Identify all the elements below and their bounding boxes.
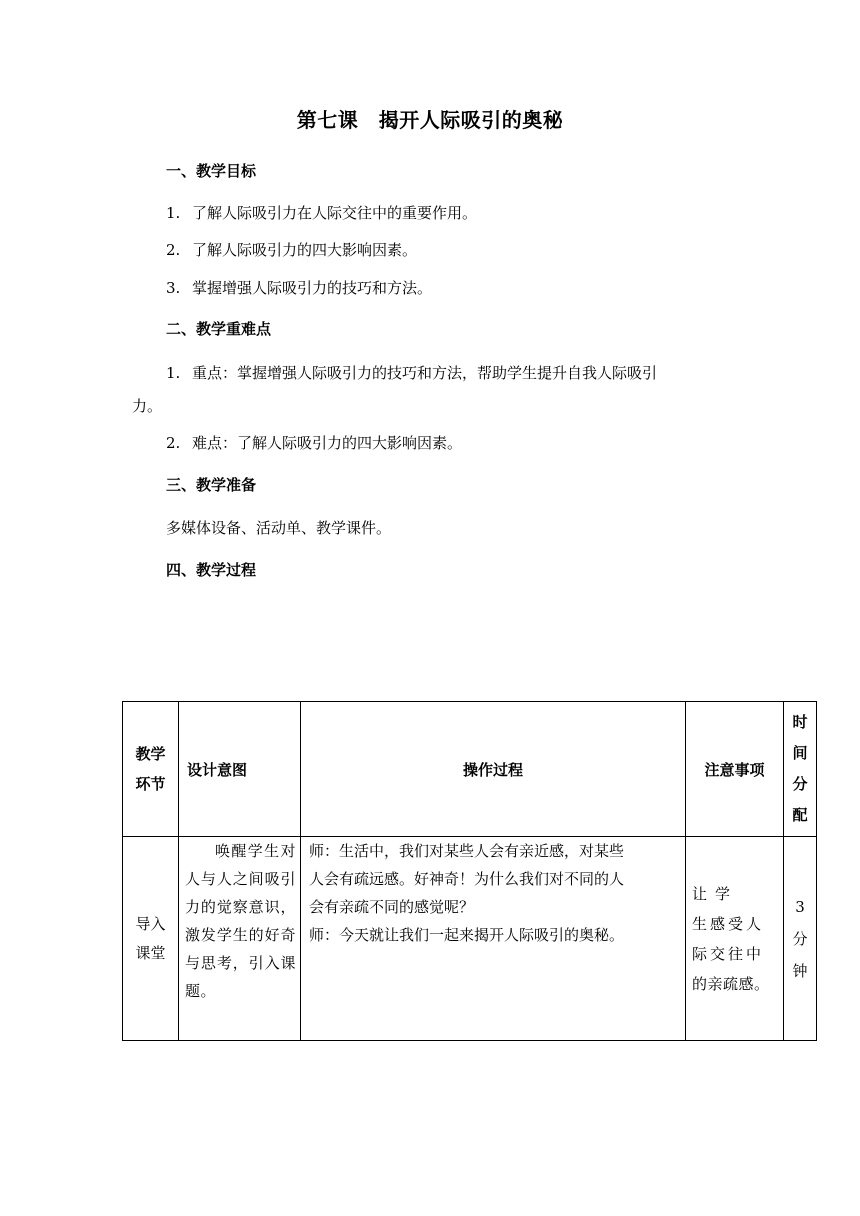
- key-point-number: 2.: [166, 434, 181, 452]
- objective-number: 2.: [166, 241, 181, 259]
- objective-item-3: [166, 277, 432, 298]
- key-point-text: 难点：了解人际吸引力的四大影响因素。: [192, 434, 463, 452]
- header-intent: 设计意图: [179, 702, 301, 837]
- preparation-text: 多媒体设备、活动单、教学课件。: [166, 519, 392, 537]
- objective-text: 了解人际吸引力的四大影响因素。: [192, 241, 418, 259]
- header-notes: 注意事项: [686, 702, 784, 837]
- objective-text: 掌握增强人际吸引力的技巧和方法。: [192, 279, 433, 297]
- header-operation: 操作过程: [301, 702, 686, 837]
- heading-key-points: 二、教学重难点: [166, 320, 272, 338]
- table-row: [123, 837, 817, 1041]
- heading-objectives: 一、教学目标: [166, 162, 257, 180]
- heading-process: 四、教学过程: [166, 561, 257, 579]
- header-time: 时 间 分 配: [784, 702, 817, 837]
- cell-time: 3 分 钟: [784, 837, 817, 1041]
- key-point-number: 1.: [166, 364, 181, 382]
- page-title: 第七课 揭开人际吸引的奥秘: [296, 108, 564, 132]
- table-header-row: [123, 702, 817, 837]
- key-point-item-1-continued: 力。: [132, 397, 163, 415]
- objective-text: 了解人际吸引力在人际交往中的重要作用。: [192, 204, 478, 222]
- key-point-item-1: [166, 362, 657, 383]
- objective-item-1: [166, 202, 477, 223]
- key-point-item-2: [166, 432, 462, 453]
- cell-intent: 唤醒学生对人与人之间吸引力的觉察意识，激发学生的好奇与思考，引入课题。: [179, 837, 301, 1041]
- cell-stage: 导入 课堂: [123, 837, 179, 1041]
- cell-notes: 让学 生感受人 际交往中 的亲疏感。: [686, 837, 784, 1041]
- teaching-process-table: [122, 701, 817, 1041]
- cell-operation: 师：生活中，我们对某些人会有亲近感，对某些 人会有疏远感。好神奇！为什么我们对不同的人 会有亲疏不同的感觉呢？ 师：今天就让我们一起来揭开人际吸引的奥秘。: [301, 837, 686, 1041]
- objective-number: 1.: [166, 204, 181, 222]
- objective-number: 3.: [166, 279, 181, 297]
- objective-item-2: [166, 239, 417, 260]
- heading-preparation: 三、教学准备: [166, 476, 257, 494]
- key-point-text: 重点：掌握增强人际吸引力的技巧和方法，帮助学生提升自我人际吸引: [192, 364, 658, 382]
- header-stage: 教学 环节: [123, 702, 179, 837]
